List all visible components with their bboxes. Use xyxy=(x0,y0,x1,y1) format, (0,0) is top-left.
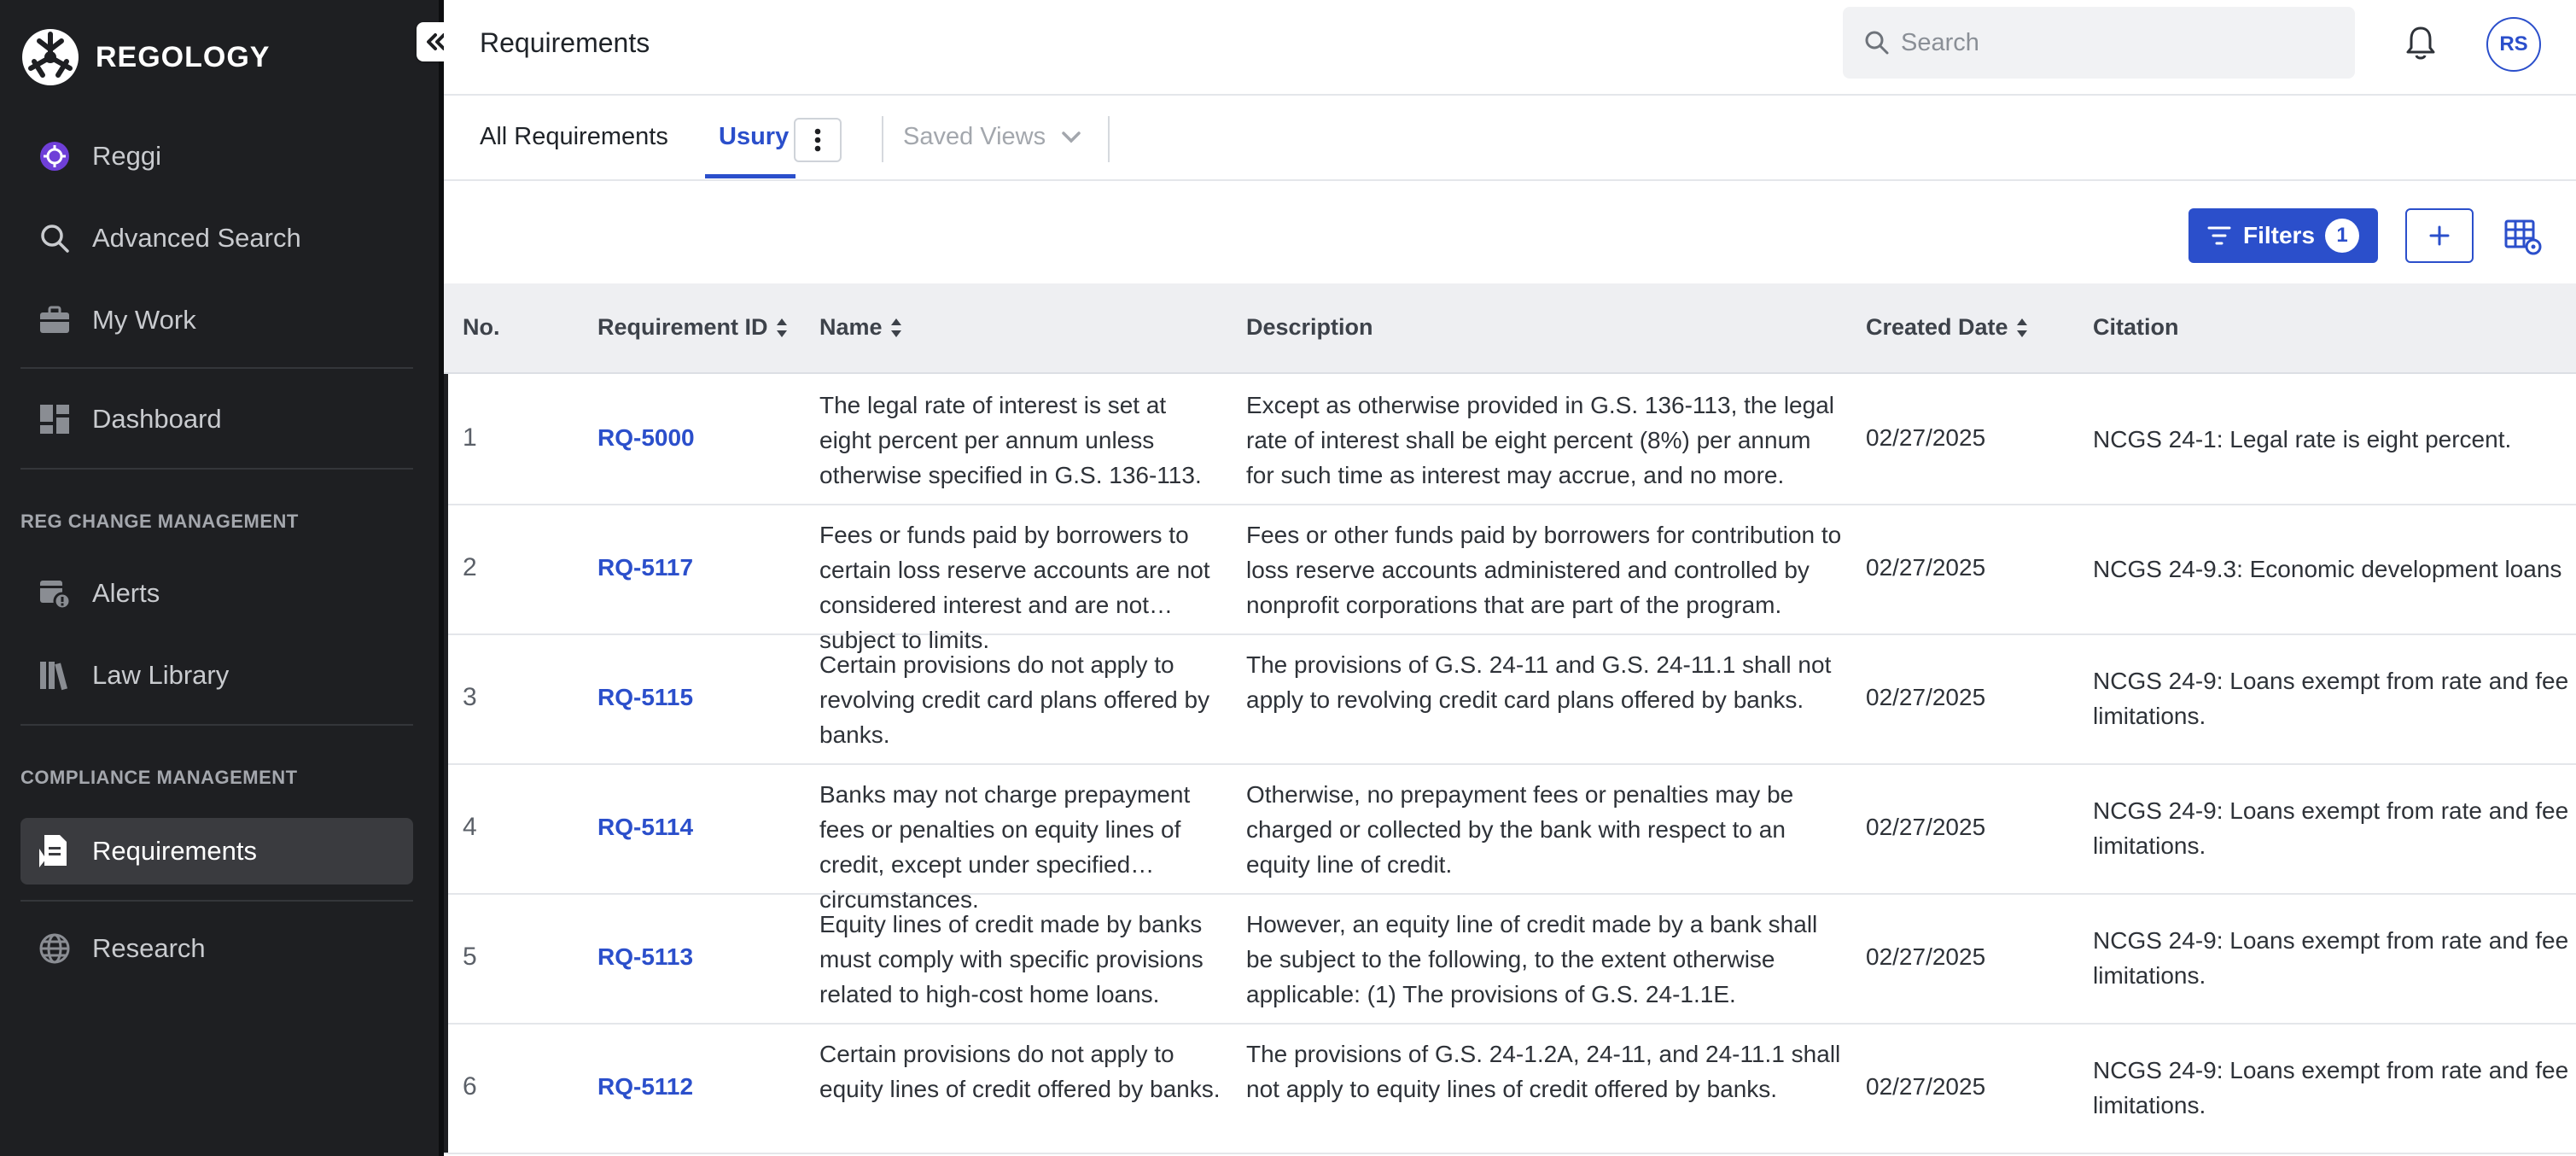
sidebar-item-reggi[interactable] xyxy=(20,123,413,190)
row-number: 5 xyxy=(463,943,477,971)
requirement-description: Except as otherwise provided in G.S. 136-113, the legal rate of interest shall be eight percent (8%) per annum for such time as interest may accrue, and no more. xyxy=(1246,392,1834,488)
requirement-id-link[interactable]: RQ-5117 xyxy=(597,554,694,581)
globe-icon xyxy=(36,930,73,967)
sidebar-item-label: Research xyxy=(92,933,206,963)
chevron-down-icon xyxy=(1061,131,1081,144)
sort-icon[interactable] xyxy=(775,317,789,339)
saved-views-dropdown[interactable] xyxy=(903,123,1081,151)
requirement-description: Fees or other funds paid by borrowers for contribution to loss reserve accounts administered and controlled by nonprofit corporations that are part of the program. xyxy=(1246,522,1842,618)
table-row[interactable] xyxy=(444,1023,2576,1154)
row-number: 3 xyxy=(463,683,477,711)
row-marker xyxy=(444,504,448,633)
requirement-id-link[interactable]: RQ-5112 xyxy=(597,1073,694,1100)
regology-logo-icon xyxy=(19,26,82,89)
citation: NCGS 24-9: Loans exempt from rate and fee limitations. xyxy=(2093,797,2569,859)
sidebar-item-requirements[interactable] xyxy=(20,818,413,885)
alerts-icon xyxy=(36,575,73,612)
column-header-requirement-id[interactable]: Requirement ID xyxy=(597,314,789,341)
created-date: 02/27/2025 xyxy=(1866,814,1986,840)
sort-icon[interactable] xyxy=(2015,317,2029,339)
requirement-id-link[interactable]: RQ-5113 xyxy=(597,943,694,970)
section-title-compliance: COMPLIANCE MANAGEMENT xyxy=(20,767,298,788)
row-marker xyxy=(444,1023,448,1153)
sidebar-item-law-library[interactable] xyxy=(20,642,413,709)
created-date: 02/27/2025 xyxy=(1866,684,1986,710)
sidebar-item-label: Dashboard xyxy=(92,404,222,434)
requirement-name: The legal rate of interest is set at eight percent per annum unless otherwise specified in G.S. 136-113. xyxy=(819,392,1202,488)
requirement-name: Certain provisions do not apply to revolving credit card plans offered by banks. xyxy=(819,651,1210,748)
table-settings-button[interactable] xyxy=(2503,219,2541,259)
sidebar-item-label: Reggi xyxy=(92,141,161,171)
table-row[interactable] xyxy=(444,633,2576,765)
requirement-description: The provisions of G.S. 24-11 and G.S. 24-11.1 shall not apply to revolving credit card plans offered by banks. xyxy=(1246,651,1832,713)
row-number: 4 xyxy=(463,813,477,841)
requirement-id-link[interactable]: RQ-5114 xyxy=(597,814,694,840)
citation: NCGS 24-9.3: Economic development loans xyxy=(2093,555,2562,582)
row-marker xyxy=(444,374,448,504)
row-number: 6 xyxy=(463,1072,477,1101)
sidebar-divider xyxy=(20,367,413,369)
search-icon xyxy=(36,219,73,257)
sidebar-item-my-work[interactable] xyxy=(20,287,413,353)
created-date: 02/27/2025 xyxy=(1866,424,1986,451)
requirement-name: Banks may not charge prepayment fees or penalties on equity lines of credit, except under specified circumstances. xyxy=(819,781,1191,913)
table-row[interactable] xyxy=(444,893,2576,1025)
column-header-citation: Citation xyxy=(2093,314,2179,340)
sidebar-item-advanced-search[interactable] xyxy=(20,205,413,271)
section-title-reg-change: REG CHANGE MANAGEMENT xyxy=(20,511,299,532)
tabs-separator xyxy=(1108,116,1110,162)
requirement-description: Otherwise, no prepayment fees or penalties may be charged or collected by the bank with respect to an equity line of credit. xyxy=(1246,781,1794,878)
sidebar-item-label: Requirements xyxy=(92,836,257,866)
table-settings-icon xyxy=(2503,219,2541,254)
sidebar-item-label: Alerts xyxy=(92,578,160,608)
active-tab-indicator xyxy=(705,174,796,178)
sidebar-divider xyxy=(20,468,413,470)
sidebar-divider xyxy=(20,900,413,902)
row-marker xyxy=(444,893,448,1023)
search-input[interactable] xyxy=(1899,28,2312,58)
tab-usury[interactable]: Usury xyxy=(719,123,790,150)
table-row[interactable] xyxy=(444,763,2576,913)
table-row[interactable] xyxy=(444,374,2576,505)
more-vertical-icon xyxy=(813,127,822,153)
created-date: 02/27/2025 xyxy=(1866,943,1986,970)
tab-all-requirements[interactable]: All Requirements xyxy=(480,123,668,150)
brand-logo[interactable] xyxy=(19,26,270,89)
row-marker xyxy=(444,763,448,893)
requirement-name: Certain provisions do not apply to equity lines of credit offered by banks. xyxy=(819,1041,1221,1102)
briefcase-icon xyxy=(36,301,73,339)
column-header-description: Description xyxy=(1246,314,1373,340)
sidebar-item-label: Law Library xyxy=(92,660,230,690)
brand-name: REGOLOGY xyxy=(96,40,271,73)
saved-views-label: Saved Views xyxy=(903,123,1046,150)
filters-label: Filters xyxy=(2242,222,2316,248)
created-date: 02/27/2025 xyxy=(1866,554,1986,581)
sidebar-divider xyxy=(20,724,413,726)
row-number: 2 xyxy=(463,553,477,581)
sidebar-item-alerts[interactable] xyxy=(20,560,413,627)
search-icon xyxy=(1863,29,1891,56)
bell-icon xyxy=(2404,24,2438,61)
requirements-icon xyxy=(36,832,73,870)
column-header-created-date[interactable]: Created Date xyxy=(1866,314,2029,341)
global-search[interactable] xyxy=(1843,7,2355,79)
dashboard-icon xyxy=(36,400,73,438)
tabs-separator xyxy=(882,116,883,162)
row-marker xyxy=(444,633,448,763)
sidebar-item-dashboard[interactable] xyxy=(20,386,413,452)
citation: NCGS 24-9: Loans exempt from rate and fee limitations. xyxy=(2093,1057,2569,1118)
requirement-name: Fees or funds paid by borrowers to certain loss reserve accounts are not considered interest and are not subject to limits. xyxy=(819,522,1210,653)
requirement-description: However, an equity line of credit made by a bank shall be subject to the following, to the extent otherwise applicable: (1) The provisions of G.S. 24-1.1E. xyxy=(1246,911,1818,1007)
row-number: 1 xyxy=(463,423,477,452)
requirement-id-link[interactable]: RQ-5115 xyxy=(597,684,694,710)
requirement-description: The provisions of G.S. 24-1.2A, 24-11, and 24-11.1 shall not apply to equity lines of credit offered by banks. xyxy=(1246,1041,1841,1102)
tab-options-button[interactable] xyxy=(794,118,842,162)
avatar[interactable]: RS xyxy=(2486,17,2541,72)
citation: NCGS 24-9: Loans exempt from rate and fee limitations. xyxy=(2093,927,2569,989)
created-date: 02/27/2025 xyxy=(1866,1073,1986,1100)
notifications-bell[interactable] xyxy=(2404,24,2438,66)
sidebar-item-label: My Work xyxy=(92,305,196,335)
plus-icon xyxy=(2428,225,2451,247)
citation: NCGS 24-9: Loans exempt from rate and fee limitations. xyxy=(2093,668,2569,729)
filters-button[interactable] xyxy=(2188,208,2378,263)
top-bar xyxy=(444,0,2576,96)
citation: NCGS 24-1: Legal rate is eight percent. xyxy=(2093,425,2512,452)
requirement-id-link[interactable]: RQ-5000 xyxy=(597,424,695,451)
add-requirement-button[interactable] xyxy=(2405,208,2474,263)
sort-icon[interactable] xyxy=(889,317,903,339)
column-header-no: No. xyxy=(463,314,500,340)
filter-icon xyxy=(2207,225,2231,246)
filters-count-badge: 1 xyxy=(2325,219,2359,253)
library-icon xyxy=(36,657,73,694)
requirement-name: Equity lines of credit made by banks must comply with specific provisions related to high-cost home loans. xyxy=(819,911,1203,1007)
column-header-name[interactable]: Name xyxy=(819,314,903,341)
sidebar xyxy=(0,0,439,1156)
sidebar-item-research[interactable] xyxy=(20,915,413,982)
view-tabs xyxy=(444,96,2576,181)
table-header xyxy=(444,283,2576,374)
sidebar-item-label: Advanced Search xyxy=(92,223,301,253)
table-row[interactable] xyxy=(444,504,2576,653)
reggi-icon xyxy=(36,137,73,175)
page-title: Requirements xyxy=(480,27,650,58)
